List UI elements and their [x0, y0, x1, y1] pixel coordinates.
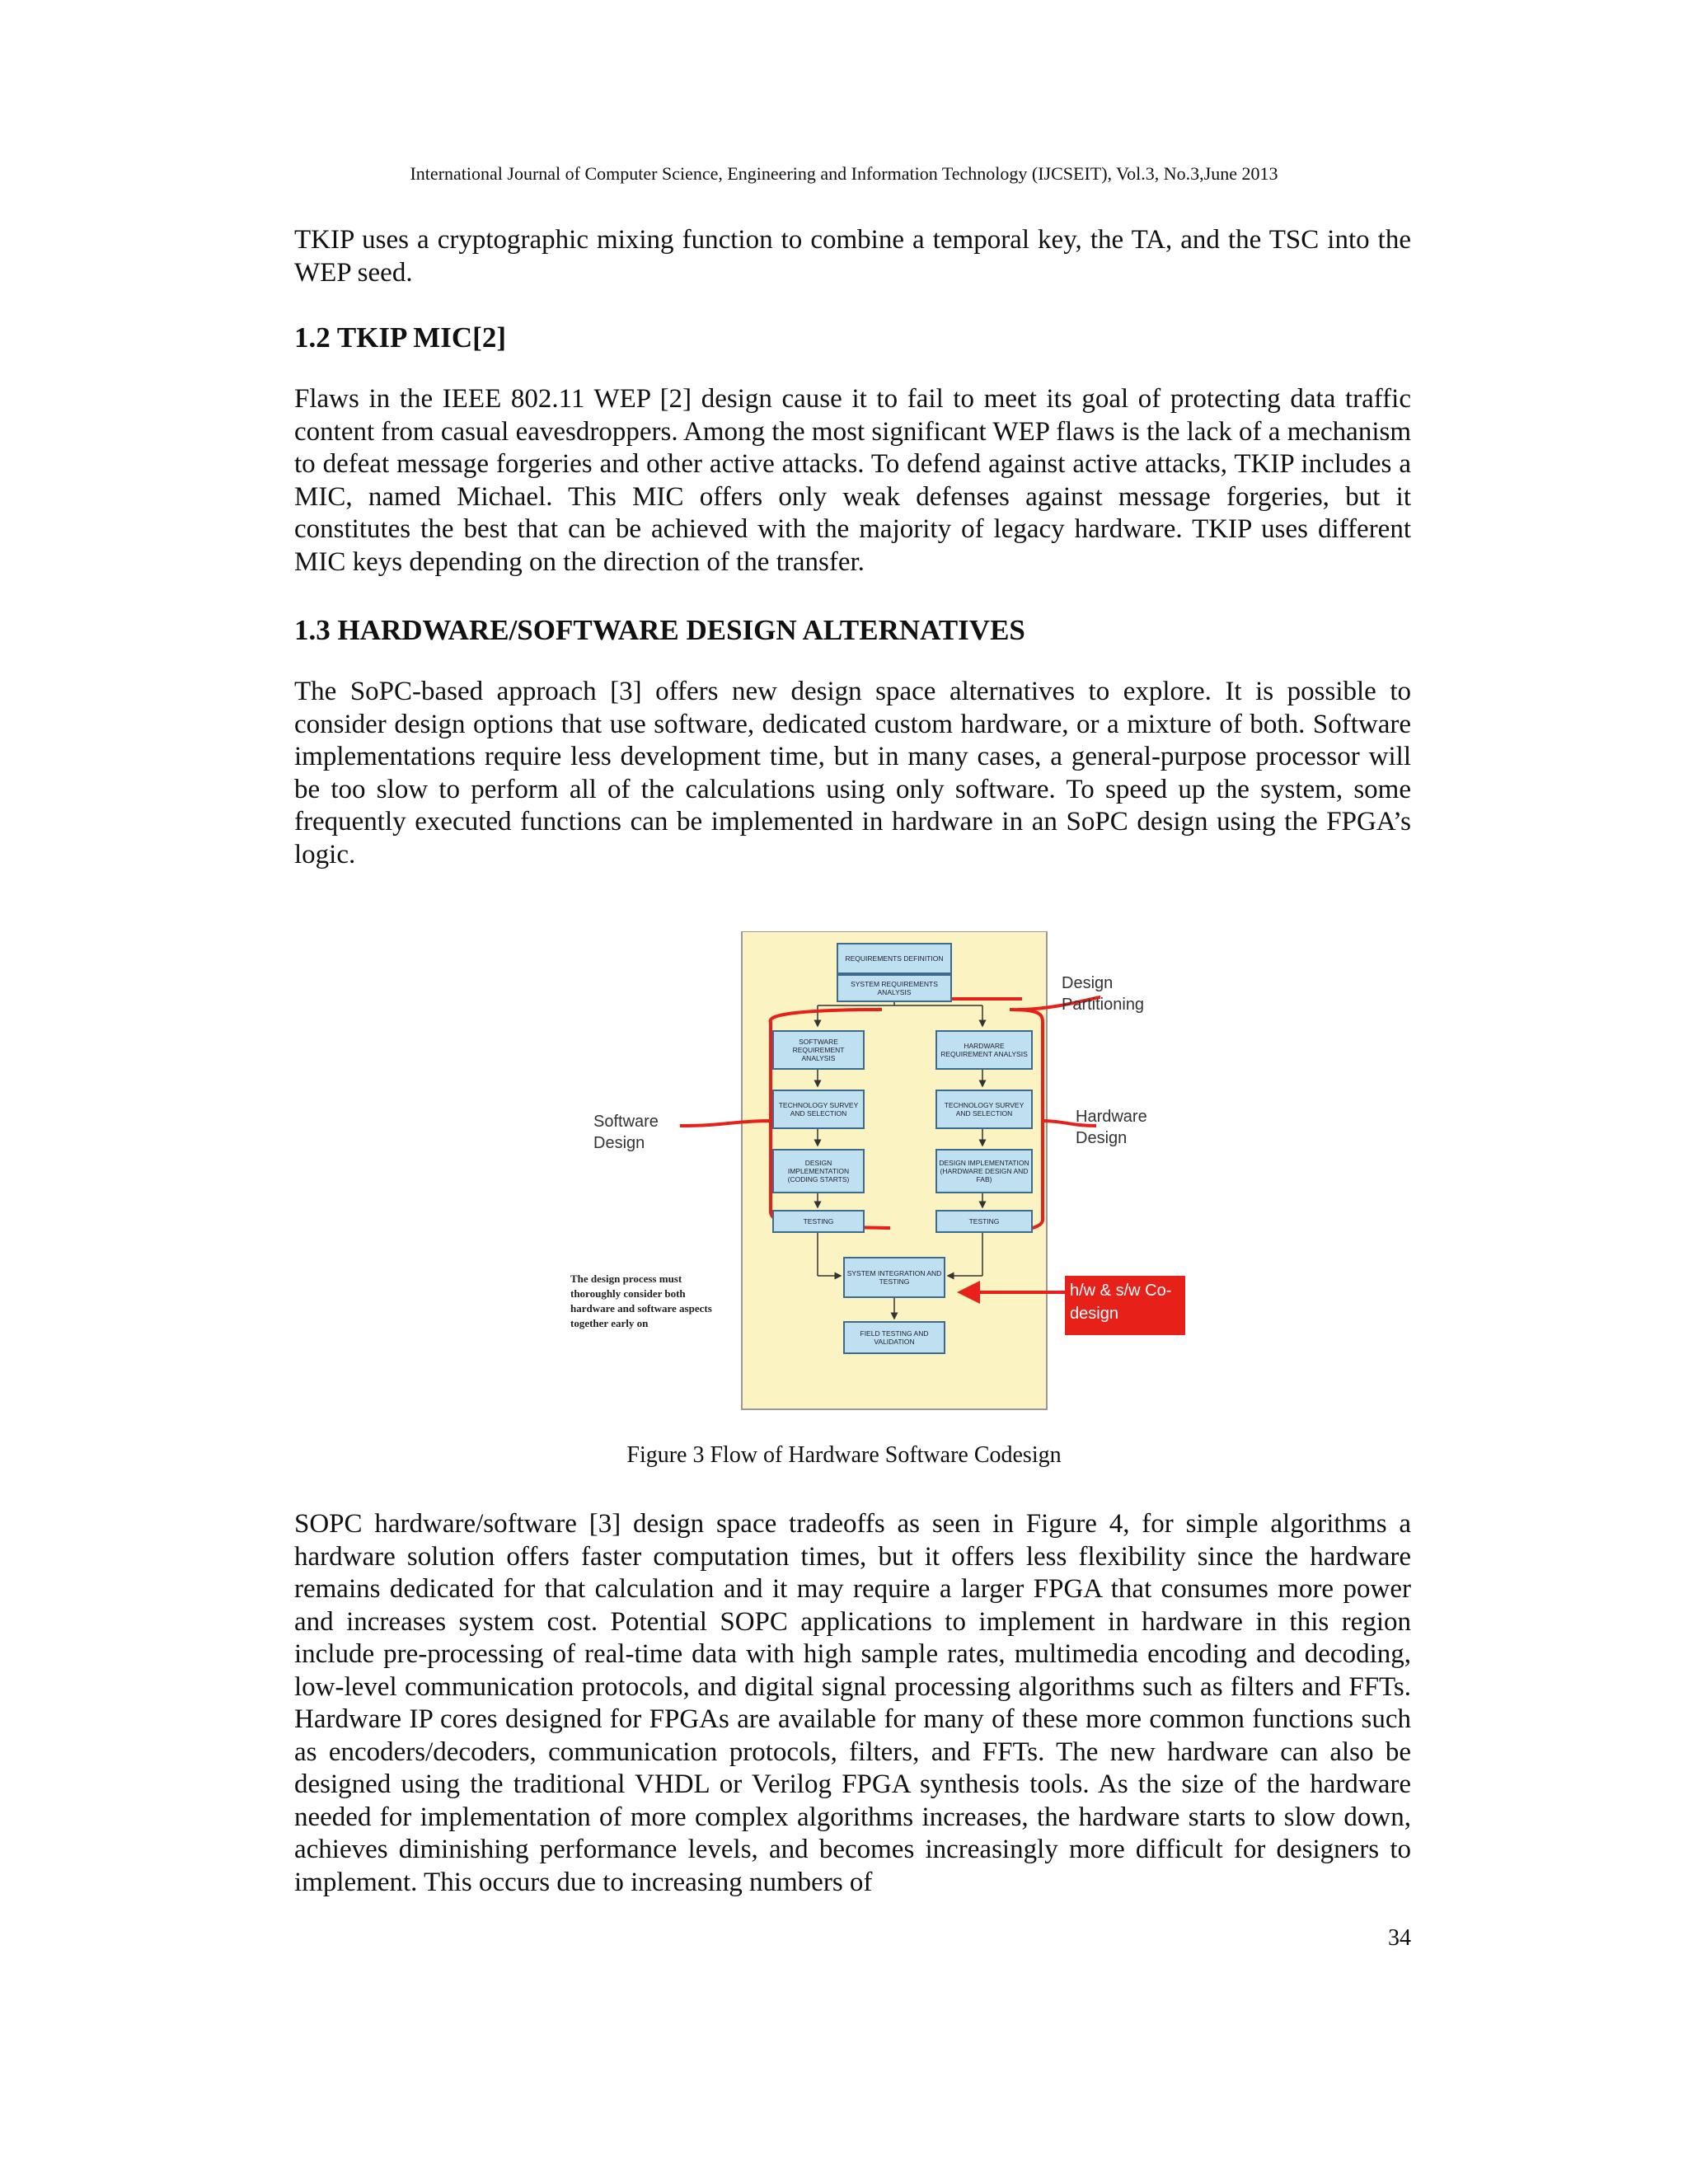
box-hardware-testing: TESTING [935, 1210, 1033, 1233]
journal-header: International Journal of Computer Science, Engineering and Information Technology (IJCSEIT), Vol.3, No.3,June 2013 [410, 163, 1278, 184]
column-block-4 [294, 1508, 1411, 1899]
section-heading-tkip-mic [294, 321, 1411, 354]
heading-design-alternatives: 1.3 HARDWARE/SOFTWARE DESIGN ALTERNATIVES [294, 614, 1025, 646]
box-system-requirements-analysis: SYSTEM REQUIREMENTS ANALYSIS [837, 974, 952, 1002]
box-software-technology-survey: TECHNOLOGY SURVEY AND SELECTION [772, 1090, 865, 1129]
box-software-testing: TESTING [772, 1210, 865, 1233]
paragraph-tkip-mixing: TKIP uses a cryptographic mixing function to combine a temporal key, the TA, and the TSC into the WEP seed. [294, 225, 1411, 288]
box-software-requirement-analysis: SOFTWARE REQUIREMENT ANALYSIS [772, 1030, 865, 1070]
column-block-2 [294, 383, 1411, 579]
paragraph-wep-flaws: Flaws in the IEEE 802.11 WEP [2] design cause it to fail to meet its goal of protecting data traffic content from casual eavesdroppers. Among the most significant WEP flaws is the lack of a mechanism to defeat message forgeries and other active attacks. To defend against active attacks, TKIP includes a MIC, named Michael. This MIC offers only weak defenses against message forgeries, but it constitutes the best that can be achieved with the majority of legacy hardware. TKIP uses different MIC keys depending on the direction of the transfer. [294, 384, 1411, 577]
paragraph-sopc-tradeoffs: SOPC hardware/software [3] design space tradeoffs as seen in Figure 4, for simple algorithms a hardware solution offers faster computation times, but it offers less flexibility since the hardware remains dedicated for that calculation and it may require a larger FPGA that consumes more power and increases system cost. Potential SOPC applications to implement in hardware in this region include pre-processing of real-time data with high sample rates, multimedia encoding and decoding, low-level communication protocols, and digital signal processing algorithms such as filters and FFTs. Hardware IP cores designed for FPGAs are available for many of these more common functions such as encoders/decoders, communication protocols, filters, and FFTs. The new hardware can also be designed using the traditional VHDL or Verilog FPGA synthesis tools. As the size of the hardware needed for implementation of more complex algorithms increases, the hardware starts to slow down, achieves diminishing performance levels, and becomes increasingly more difficult for designers to implement. This occurs due to increasing numbers of [294, 1509, 1411, 1897]
label-codesign: h/w & s/w Co-design [1065, 1276, 1185, 1335]
page-number: 34 [1388, 1925, 1411, 1951]
box-software-design-implementation: DESIGN IMPLEMENTATION (CODING STARTS) [772, 1149, 865, 1193]
label-software-design: Software Design [593, 1113, 659, 1152]
label-hardware-design: Hardware Design [1076, 1108, 1147, 1147]
box-field-testing: FIELD TESTING AND VALIDATION [843, 1321, 945, 1354]
column-block-3 [294, 676, 1411, 871]
figure-caption: Figure 3 Flow of Hardware Software Codesign [626, 1442, 1062, 1468]
heading-tkip-mic: 1.2 TKIP MIC[2] [294, 321, 506, 354]
section-heading-design-alternatives [294, 614, 1411, 647]
box-requirements-definition: REQUIREMENTS DEFINITION [837, 943, 952, 974]
figure-codesign-flow [560, 931, 1203, 1426]
column-block-1 [294, 224, 1411, 289]
figure-note: The design process must thoroughly consider both hardware and software aspects together early on [570, 1272, 712, 1329]
box-hardware-design-implementation: DESIGN IMPLEMENTATION (HARDWARE DESIGN AND FAB) [935, 1149, 1033, 1193]
box-system-integration: SYSTEM INTEGRATION AND TESTING [843, 1257, 945, 1298]
box-hardware-requirement-analysis: HARDWARE REQUIREMENT ANALYSIS [935, 1030, 1033, 1070]
label-design-partitioning: Design Partitioning [1062, 974, 1145, 1014]
box-hardware-technology-survey: TECHNOLOGY SURVEY AND SELECTION [935, 1090, 1033, 1129]
paragraph-sopc-approach: The SoPC-based approach [3] offers new design space alternatives to explore. It is possible to consider design options that use software, dedicated custom hardware, or a mixture of both. Software implementations require less development time, but in many cases, a general-purpose processor will be too slow to perform all of the calculations using only software. To speed up the system, some frequently executed functions can be implemented in hardware in an SoPC design using the FPGA’s logic. [294, 677, 1411, 869]
